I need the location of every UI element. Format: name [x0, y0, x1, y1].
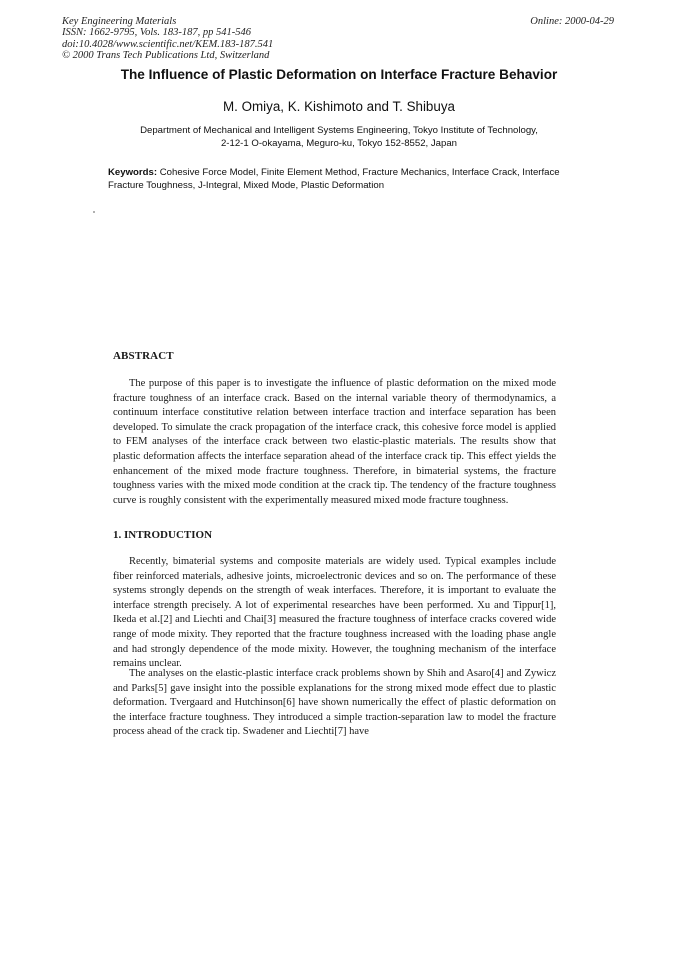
keywords-label: Keywords: — [108, 167, 158, 178]
abstract-text: The purpose of this paper is to investigate the influence of plastic deformation on the mixed mode fracture toughness of an interface crack. Based on the internal variable theory of thermodynamics, a continuum interface constitutive relation between interface traction and interface separation has been developed. To simulate the crack propagation of the interface crack, this cohesive force model is applied to FEM analyses of the interface crack between two elastic-plastic materials. The results show that plastic deformation affects the interface separation ahead of the interface crack tip. This effect yields the enhancement of the mixed mode fracture toughness. Therefore, in bimaterial systems, the fracture toughness varies with the mixed mode condition at the crack tip. The tendency of the fracture toughness curve is roughly consistent with the experimentally measured mixed mode fracture toughness. — [113, 378, 556, 506]
publication-header — [62, 16, 273, 62]
doi-line: doi:10.4028/www.scientific.net/KEM.183-187.541 — [62, 38, 274, 50]
introduction-heading: 1. INTRODUCTION — [113, 529, 213, 541]
abstract-heading: ABSTRACT — [113, 350, 174, 362]
journal-name: Key Engineering Materials — [62, 16, 177, 27]
issn-line: ISSN: 1662-9795, Vols. 183-187, pp 541-546 — [62, 27, 251, 39]
copyright-line: © 2000 Trans Tech Publications Ltd, Switzerland — [62, 50, 270, 62]
affiliation-line-2: 2-12-1 O-okayama, Meguro-ku, Tokyo 152-8552, Japan — [220, 138, 458, 149]
introduction-paragraph-1: Recently, bimaterial systems and composite materials are widely used. Typical examples include fiber reinforced materials, adhesive joints, microelectronic devices and so on. The performance of these systems strongly depends on the strength of weak interfaces. Therefore, it is important to evaluate the interface strength precisely. A lot of experimental researches have been performed. Xu and Tippur[1], Ikeda et al.[2] and Liechti and Chai[3] measured the fracture toughness of interface cracks covered wide range of mode mixity. They reported that the fracture toughness increased with the loading phase angle and had strongly dependence of the mode mixity. However, the toughning mechanism of the interface remains unclear. — [113, 556, 556, 670]
affiliation-line-1: Department of Mechanical and Intelligent Systems Engineering, Tokyo Institute of Technology, — [140, 125, 538, 136]
introduction-paragraph-2: The analyses on the elastic-plastic interface crack problems shown by Shih and Asaro[4] and Zywicz and Parks[5] gave insight into the possible explanations for the strong mixed mode effect due to plastic deformation. Tvergaard and Hutchinson[6] have shown numerically the effect of plastic deformation on the interface fracture toughness. They introduced a simple traction-separation law to model the fracture process ahead of the crack tip. Swadener and Liechti[7] have — [113, 668, 556, 738]
stray-mark — [93, 211, 95, 213]
paper-title: The Influence of Plastic Deformation on Interface Fracture Behavior — [120, 67, 558, 82]
keywords-list: Cohesive Force Model, Finite Element Method, Fracture Mechanics, Interface Crack, Interface Fracture Toughness, J-Integral, Mixed Mode, Plastic Deformation — [108, 167, 560, 191]
paper-authors: M. Omiya, K. Kishimoto and T. Shibuya — [223, 99, 455, 114]
online-date: Online: 2000-04-29 — [530, 16, 614, 27]
keywords-block — [108, 166, 578, 192]
affiliation — [0, 124, 678, 150]
